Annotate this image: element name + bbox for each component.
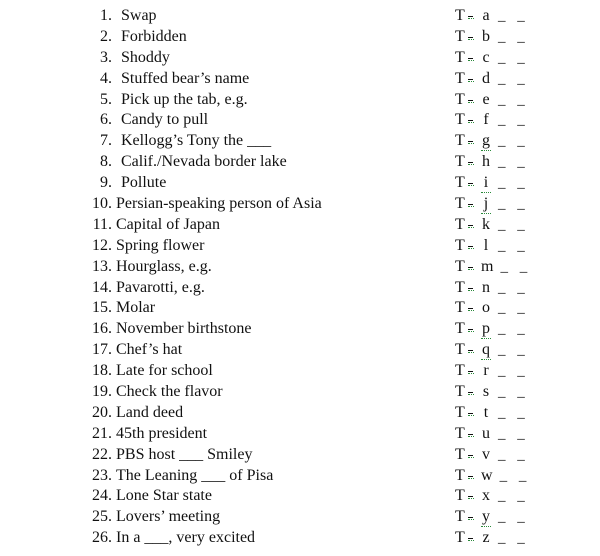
answer-pattern: [455, 236, 529, 257]
answer-pattern: [455, 466, 530, 487]
answer-third-letter: z: [482, 529, 490, 547]
answer-third-letter: m: [481, 257, 494, 275]
answer-pattern: [455, 278, 529, 299]
clue-text: Capital of Japan: [116, 215, 220, 233]
answer-first-letter: T: [455, 27, 465, 45]
answer-remaining-blanks: _ _: [498, 196, 529, 213]
spellcheck-squiggle: [468, 267, 474, 270]
spellcheck-squiggle: [468, 37, 474, 40]
answer-first-letter: T: [455, 299, 465, 317]
item-number: 2.: [100, 27, 112, 45]
answer-first-letter: T: [455, 383, 465, 401]
answer-third-letter: l: [483, 236, 489, 254]
spellcheck-squiggle: [468, 350, 474, 353]
answer-first-letter: T: [455, 257, 465, 275]
answer-third-letter: i: [481, 173, 491, 194]
clue-text: Land deed: [116, 403, 184, 421]
puzzle-row: [0, 298, 600, 319]
puzzle-row: [0, 27, 600, 48]
answer-remaining-blanks: _ _: [498, 28, 529, 45]
clue-text: The Leaning ___ of Pisa: [116, 466, 274, 484]
spellcheck-squiggle: [468, 120, 474, 123]
clue-text: Hourglass, e.g.: [116, 257, 212, 275]
answer-remaining-blanks: _ _: [498, 8, 529, 24]
answer-first-letter: T: [455, 195, 465, 213]
answer-pattern: [455, 382, 529, 403]
answer-pattern: [455, 361, 529, 382]
clue-text: Calif./Nevada border lake: [121, 153, 287, 171]
answer-pattern: [455, 48, 529, 69]
spellcheck-squiggle: [468, 308, 474, 311]
item-number: 10.: [92, 195, 112, 213]
answer-remaining-blanks: _ _: [498, 133, 529, 150]
item-number: 18.: [92, 362, 112, 380]
answer-remaining-blanks: _ _: [498, 384, 529, 401]
answer-pattern: [455, 152, 529, 173]
clue-text: PBS host ___ Smiley: [116, 445, 253, 463]
spellcheck-squiggle: [468, 392, 474, 395]
answer-third-letter: n: [482, 278, 490, 296]
answer-third-letter: v: [482, 445, 490, 463]
clue-text: 45th president: [116, 424, 208, 442]
spellcheck-squiggle: [468, 413, 474, 416]
answer-remaining-blanks: _ _: [498, 530, 529, 547]
puzzle-list: [0, 6, 600, 549]
spellcheck-squiggle: [468, 16, 474, 19]
puzzle-row: [0, 173, 600, 194]
clue-text: Spring flower: [116, 236, 205, 254]
puzzle-row: [0, 257, 600, 278]
item-number: 20.: [92, 403, 112, 421]
clue-text: Shoddy: [121, 48, 170, 66]
clue-text: Stuffed bear’s name: [121, 69, 250, 87]
spellcheck-squiggle: [468, 204, 474, 207]
answer-pattern: [455, 215, 529, 236]
answer-first-letter: T: [455, 111, 465, 129]
spellcheck-squiggle: [468, 100, 474, 103]
answer-third-letter: g: [481, 131, 491, 152]
item-number: 6.: [100, 111, 112, 129]
clue-text: Molar: [116, 299, 156, 317]
clue-text: Kellogg’s Tony the ___: [121, 132, 272, 150]
answer-first-letter: T: [455, 90, 465, 108]
clue-text: Chef’s hat: [116, 341, 183, 359]
clue-text: Persian-speaking person of Asia: [116, 195, 322, 213]
puzzle-row: [0, 403, 600, 424]
puzzle-row: [0, 361, 600, 382]
answer-third-letter: u: [482, 424, 490, 442]
puzzle-row: [0, 110, 600, 131]
puzzle-row: [0, 48, 600, 69]
spellcheck-squiggle: [468, 58, 474, 61]
answer-remaining-blanks: _ _: [498, 321, 529, 338]
answer-third-letter: j: [481, 194, 491, 215]
spellcheck-squiggle: [468, 79, 474, 82]
answer-pattern: [455, 27, 529, 48]
spellcheck-squiggle: [468, 225, 474, 228]
item-number: 21.: [92, 424, 112, 442]
answer-third-letter: w: [481, 466, 493, 484]
answer-pattern: [455, 424, 529, 445]
spellcheck-squiggle: [468, 246, 474, 249]
item-number: 9.: [100, 174, 112, 192]
answer-first-letter: T: [455, 153, 465, 171]
answer-first-letter: T: [455, 466, 465, 484]
item-number: 11.: [92, 215, 112, 233]
answer-pattern: [455, 486, 529, 507]
item-number: 1.: [100, 7, 112, 24]
answer-remaining-blanks: _ _: [499, 467, 531, 484]
answer-first-letter: T: [455, 132, 465, 150]
answer-first-letter: T: [455, 487, 465, 505]
answer-remaining-blanks: _ _: [498, 404, 529, 421]
answer-first-letter: T: [455, 320, 465, 338]
item-number: 15.: [92, 299, 112, 317]
puzzle-row: [0, 466, 600, 487]
item-number: 16.: [92, 320, 112, 338]
puzzle-row: [0, 319, 600, 340]
answer-first-letter: T: [455, 7, 465, 24]
spellcheck-squiggle: [468, 371, 474, 374]
item-number: 12.: [92, 236, 112, 254]
answer-remaining-blanks: _ _: [498, 216, 529, 233]
item-number: 24.: [92, 487, 112, 505]
answer-remaining-blanks: _ _: [498, 488, 529, 505]
answer-third-letter: a: [482, 7, 490, 24]
answer-first-letter: T: [455, 48, 465, 66]
answer-remaining-blanks: _ _: [498, 300, 529, 317]
answer-third-letter: q: [481, 340, 491, 361]
puzzle-row: [0, 152, 600, 173]
clue-text: Lone Star state: [116, 487, 212, 505]
puzzle-row: [0, 236, 600, 257]
answer-third-letter: c: [482, 48, 490, 66]
answer-first-letter: T: [455, 174, 465, 192]
answer-first-letter: T: [455, 529, 465, 547]
answer-pattern: [455, 69, 529, 90]
answer-pattern: [455, 298, 529, 319]
answer-pattern: [455, 194, 529, 215]
item-number: 7.: [100, 132, 112, 150]
item-number: 23.: [92, 466, 112, 484]
answer-first-letter: T: [455, 403, 465, 421]
answer-remaining-blanks: _ _: [498, 175, 529, 192]
answer-third-letter: o: [482, 299, 490, 317]
answer-remaining-blanks: _ _: [498, 70, 529, 87]
answer-first-letter: T: [455, 236, 465, 254]
clue-text: Forbidden: [121, 27, 187, 45]
answer-remaining-blanks: _ _: [498, 342, 529, 359]
puzzle-row: [0, 194, 600, 215]
answer-remaining-blanks: _ _: [498, 363, 529, 380]
answer-third-letter: b: [482, 27, 490, 45]
answer-pattern: [455, 507, 529, 528]
answer-first-letter: T: [455, 508, 465, 526]
answer-first-letter: T: [455, 362, 465, 380]
answer-first-letter: T: [455, 215, 465, 233]
answer-third-letter: d: [482, 69, 490, 87]
answer-third-letter: k: [482, 215, 490, 233]
answer-remaining-blanks: _ _: [498, 237, 529, 254]
clue-text: Late for school: [116, 362, 213, 380]
spellcheck-squiggle: [468, 496, 474, 499]
puzzle-row: [0, 215, 600, 236]
clue-text: November birthstone: [116, 320, 252, 338]
clue-text: Pollute: [121, 174, 167, 192]
item-number: 19.: [92, 383, 112, 401]
answer-remaining-blanks: _ _: [498, 91, 529, 108]
item-number: 3.: [100, 48, 112, 66]
answer-remaining-blanks: _ _: [498, 425, 529, 442]
spellcheck-squiggle: [468, 434, 474, 437]
spellcheck-squiggle: [468, 517, 474, 520]
answer-third-letter: h: [482, 153, 490, 171]
answer-remaining-blanks: _ _: [498, 509, 529, 526]
answer-third-letter: t: [483, 403, 489, 421]
answer-pattern: [455, 340, 529, 361]
answer-remaining-blanks: _ _: [498, 446, 529, 463]
clue-text: Lovers’ meeting: [116, 508, 221, 526]
spellcheck-squiggle: [468, 538, 474, 541]
answer-third-letter: x: [482, 487, 490, 505]
answer-pattern: [455, 173, 529, 194]
puzzle-row: [0, 424, 600, 445]
answer-third-letter: p: [481, 319, 491, 340]
answer-remaining-blanks: _ _: [498, 112, 529, 129]
answer-third-letter: y: [481, 507, 491, 528]
answer-first-letter: T: [455, 69, 465, 87]
item-number: 13.: [92, 257, 112, 275]
answer-remaining-blanks: _ _: [498, 154, 529, 171]
answer-pattern: [455, 6, 529, 27]
answer-remaining-blanks: _ _: [498, 49, 529, 66]
answer-pattern: [455, 90, 529, 111]
puzzle-row: [0, 507, 600, 528]
puzzle-row: [0, 486, 600, 507]
item-number: 26.: [92, 529, 112, 547]
answer-pattern: [455, 528, 529, 549]
answer-first-letter: T: [455, 424, 465, 442]
puzzle-row: [0, 528, 600, 549]
spellcheck-squiggle: [468, 288, 474, 291]
puzzle-row: [0, 278, 600, 299]
answer-pattern: [455, 257, 531, 278]
spellcheck-squiggle: [468, 141, 474, 144]
answer-pattern: [455, 319, 529, 340]
answer-pattern: [455, 131, 529, 152]
spellcheck-squiggle: [468, 162, 474, 165]
answer-first-letter: T: [455, 341, 465, 359]
answer-remaining-blanks: _ _: [498, 279, 529, 296]
answer-remaining-blanks: _ _: [500, 258, 532, 275]
answer-third-letter: f: [483, 111, 489, 129]
puzzle-row: [0, 131, 600, 152]
spellcheck-squiggle: [468, 329, 474, 332]
spellcheck-squiggle: [468, 476, 474, 479]
answer-first-letter: T: [455, 278, 465, 296]
spellcheck-squiggle: [468, 455, 474, 458]
item-number: 8.: [100, 153, 112, 171]
clue-text: Swap: [121, 7, 157, 24]
puzzle-row: [0, 6, 600, 27]
puzzle-row: [0, 90, 600, 111]
clue-text: In a ___, very excited: [116, 529, 256, 547]
answer-first-letter: T: [455, 445, 465, 463]
answer-third-letter: r: [483, 362, 489, 380]
clue-text: Pick up the tab, e.g.: [121, 90, 248, 108]
clue-text: Pavarotti, e.g.: [116, 278, 205, 296]
answer-pattern: [455, 110, 529, 131]
answer-third-letter: s: [482, 383, 490, 401]
puzzle-row: [0, 69, 600, 90]
spellcheck-squiggle: [468, 183, 474, 186]
answer-pattern: [455, 445, 529, 466]
puzzle-row: [0, 445, 600, 466]
item-number: 17.: [92, 341, 112, 359]
item-number: 5.: [100, 90, 112, 108]
clue-text: Check the flavor: [116, 383, 223, 401]
clue-text: Candy to pull: [121, 111, 209, 129]
item-number: 4.: [100, 69, 112, 87]
puzzle-row: [0, 340, 600, 361]
puzzle-row: [0, 382, 600, 403]
answer-third-letter: e: [482, 90, 490, 108]
item-number: 14.: [92, 278, 112, 296]
item-number: 25.: [92, 508, 112, 526]
item-number: 22.: [92, 445, 112, 463]
answer-pattern: [455, 403, 529, 424]
